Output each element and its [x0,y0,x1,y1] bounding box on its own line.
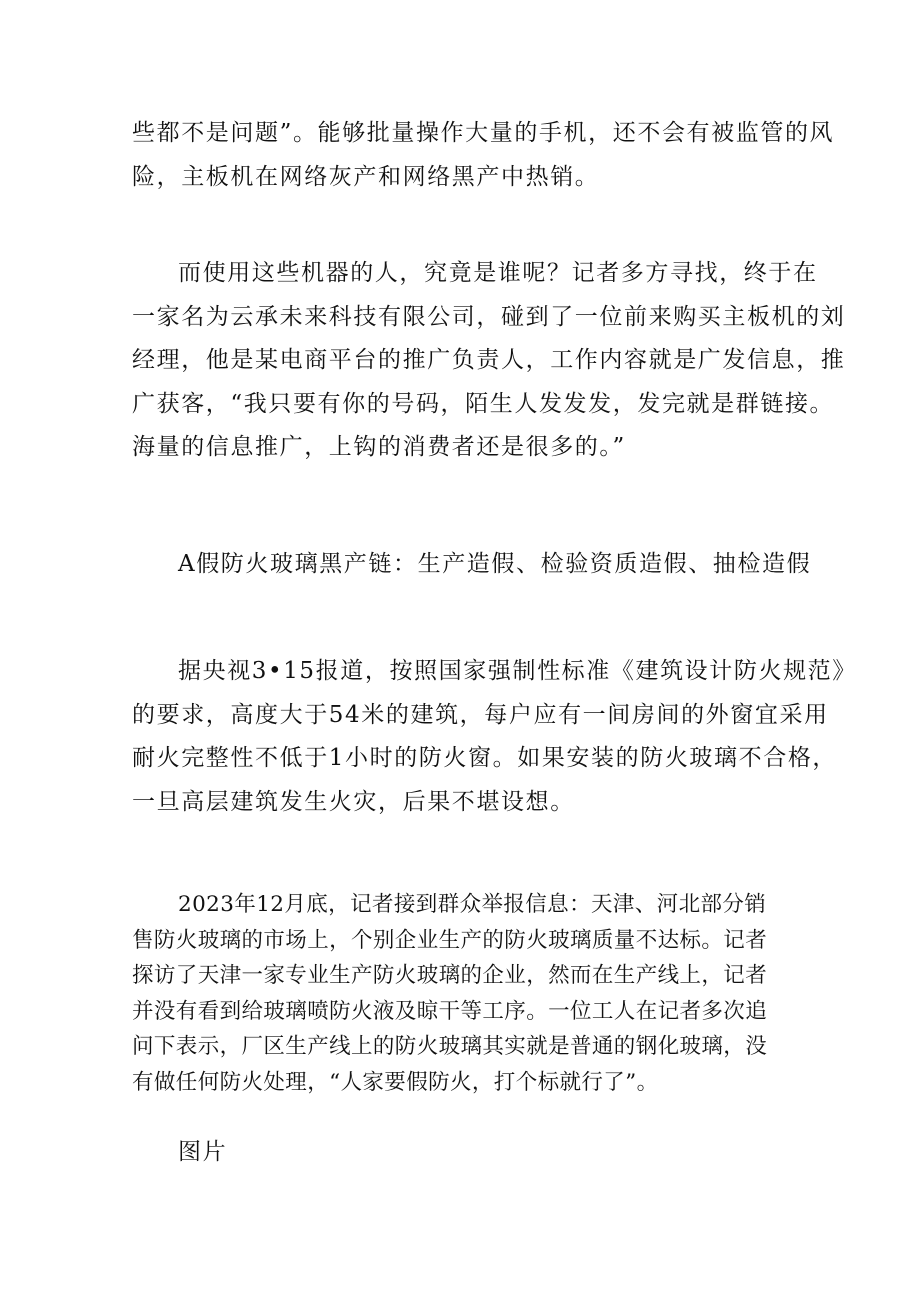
text-line [132,252,822,296]
text-line: 问下表示，厂区生产线上的防火玻璃其实就是普通的钢化玻璃，没 [132,1034,768,1059]
text-line: 的要求，高度大于54米的建筑，每户应有一间房间的外窗宜采用 [132,701,829,728]
text-line: 售防火玻璃的市场上，个别企业生产的防火玻璃质量不达标。记者 [132,927,768,953]
image-caption-text: 图片 [178,1139,228,1165]
text-line: 些都不是问题”。能够批量操作大量的手机，还不会有被监管的风 [132,120,835,146]
section-heading [178,543,868,587]
text-line: 经理，他是某电商平台的推广负责人，工作内容就是广发信息，推 [132,347,846,373]
text-line: 险，主板机在网络灰产和网络黑产中热销。 [132,163,600,190]
text-line: 一旦高层建筑发生火灾，后果不堪设想。 [132,788,575,815]
text-line-content: 据央视3•15报道，按照国家强制性标准《建筑设计防火规范》 [178,658,857,684]
text-line: 探访了天津一家专业生产防火玻璃的企业，然而在生产线上，记者 [132,963,768,988]
text-line: 有做任何防火处理，“人家要假防火，打个标就行了”。 [132,1069,659,1095]
paragraph-fire-glass-standard [132,650,857,824]
paragraph-machine-users [132,252,846,470]
image-caption [178,1131,868,1175]
text-line: 广获客，“我只要有你的号码，陌生人发发发，发完就是群链接。 [132,390,835,417]
text-line: 耐火完整性不低于1小时的防火窗。如果安装的防火玻璃不合格， [132,745,838,771]
paragraph-reporter-investigation [132,887,822,1100]
section-heading-text: A假防火玻璃黑产链：生产造假、检验资质造假、抽检造假 [178,551,812,577]
text-line [132,887,822,923]
text-line: 海量的信息推广，上钩的消费者还是很多的。” [132,434,626,460]
text-line-content: 而使用这些机器的人，究竟是谁呢？记者多方寻找，终于在 [178,260,818,286]
text-line: 并没有看到给玻璃喷防火液及晾干等工序。一位工人在记者多次追 [132,998,768,1024]
paragraph-main-board-machines [132,112,835,199]
text-line [132,650,857,694]
text-line: 一家名为云承未来科技有限公司，碰到了一位前来购买主板机的刘 [132,303,846,330]
text-line-content: 2023年12月底，记者接到群众举报信息：天津、河北部分销 [178,892,767,917]
